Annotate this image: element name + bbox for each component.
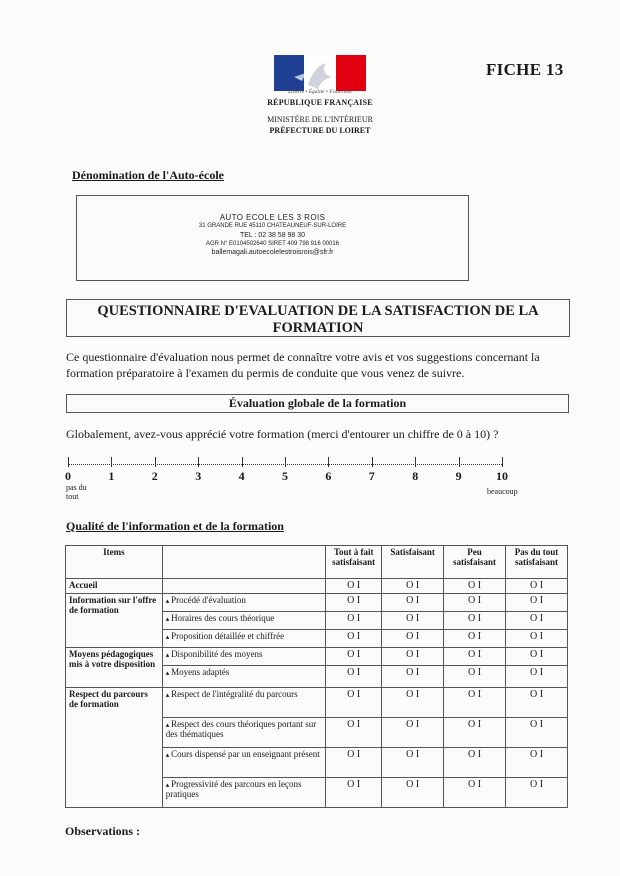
item-label: Proposition détaillée et chiffrée xyxy=(171,631,285,641)
scale-number[interactable]: 2 xyxy=(151,469,158,483)
scale-number[interactable]: 6 xyxy=(325,469,332,483)
bullet-icon: ▴ xyxy=(165,691,172,699)
header-very-satisfied: Tout à fait satisfaisant xyxy=(326,546,382,579)
school-section-title: Dénomination de l'Auto-école xyxy=(72,168,224,182)
quality-section-title: Qualité de l'information et de la formation xyxy=(66,519,284,533)
school-phone: TEL : 02 38 58 98 30 xyxy=(239,231,306,239)
choice-checkbox[interactable]: O I xyxy=(382,778,444,808)
item-cell xyxy=(162,778,325,808)
scale-number[interactable]: 7 xyxy=(368,469,375,483)
scale-tick xyxy=(372,457,373,467)
choice-checkbox[interactable]: O I xyxy=(326,579,382,594)
choice-checkbox[interactable]: O I xyxy=(326,688,382,718)
choice-checkbox[interactable]: O I xyxy=(444,718,506,748)
bullet-icon: ▴ xyxy=(165,597,172,605)
item-cell xyxy=(162,666,325,688)
choice-checkbox[interactable]: O I xyxy=(326,718,382,748)
fiche-number: FICHE 13 xyxy=(486,60,564,79)
choice-checkbox[interactable]: O I xyxy=(382,648,444,666)
choice-checkbox[interactable]: O I xyxy=(444,594,506,612)
ministry-name: MINISTÈRE DE L'INTÉRIEUR xyxy=(267,115,373,124)
scale-tick xyxy=(242,457,243,467)
global-eval-title: Évaluation globale de la formation xyxy=(66,394,569,413)
table-row xyxy=(66,594,568,612)
choice-checkbox[interactable]: O I xyxy=(326,612,382,630)
scale-low-label: pas du tout xyxy=(66,483,87,501)
item-cell xyxy=(162,612,325,630)
table-row xyxy=(66,688,568,718)
item-label: Cours dispensé par un enseignant présent xyxy=(171,749,320,759)
category-cell: Information sur l'offre de formation xyxy=(66,594,163,648)
scale-number[interactable]: 0 xyxy=(65,469,71,483)
ministry-block xyxy=(240,114,400,136)
school-email: ballemagali.autoecolelestroisrois@sfr.fr xyxy=(211,249,334,256)
scale-number[interactable]: 10 xyxy=(496,469,508,483)
choice-checkbox[interactable]: O I xyxy=(444,666,506,688)
item-cell xyxy=(162,688,325,718)
marianne-logo xyxy=(274,55,366,91)
choice-checkbox[interactable]: O I xyxy=(506,612,568,630)
header-blank xyxy=(162,546,325,579)
choice-checkbox[interactable]: O I xyxy=(506,666,568,688)
scale-tick xyxy=(415,457,416,467)
school-address: 31 GRANDE RUE 45110 CHATEAUNEUF-SUR-LOIRE xyxy=(198,223,347,229)
choice-checkbox[interactable]: O I xyxy=(506,579,568,594)
choice-checkbox[interactable]: O I xyxy=(506,594,568,612)
bullet-icon: ▴ xyxy=(165,651,172,659)
item-cell xyxy=(162,748,325,778)
item-cell xyxy=(162,718,325,748)
choice-checkbox[interactable]: O I xyxy=(326,594,382,612)
item-label: Progressivité des parcours en leçons pratiques xyxy=(165,779,302,799)
choice-checkbox[interactable]: O I xyxy=(506,748,568,778)
choice-checkbox[interactable]: O I xyxy=(444,612,506,630)
scale-high-label: beaucoup xyxy=(487,487,518,496)
item-label: Respect de l'intégralité du parcours xyxy=(171,689,298,699)
item-label: Procédé d'évaluation xyxy=(171,595,246,605)
choice-checkbox[interactable]: O I xyxy=(506,778,568,808)
republic-motto: Liberté • Égalité • Fraternité xyxy=(288,89,352,95)
choice-checkbox[interactable]: O I xyxy=(382,630,444,648)
header-not-satisfied: Pas du tout satisfaisant xyxy=(506,546,568,579)
observations-label: Observations : xyxy=(65,824,140,838)
item-cell xyxy=(162,594,325,612)
scale-number[interactable]: 9 xyxy=(455,469,462,483)
header-satisfied: Satisfaisant xyxy=(382,546,444,579)
choice-checkbox[interactable]: O I xyxy=(444,688,506,718)
item-label: Disponibilité des moyens xyxy=(171,649,263,659)
bullet-icon: ▴ xyxy=(165,669,172,677)
choice-checkbox[interactable]: O I xyxy=(506,648,568,666)
scale-tick xyxy=(502,457,503,467)
choice-checkbox[interactable]: O I xyxy=(506,718,568,748)
header-little-satisfied: Peu satisfaisant xyxy=(444,546,506,579)
choice-checkbox[interactable]: O I xyxy=(382,748,444,778)
scale-tick xyxy=(68,457,69,467)
scale-tick xyxy=(111,457,112,467)
choice-checkbox[interactable]: O I xyxy=(326,748,382,778)
choice-checkbox[interactable]: O I xyxy=(326,666,382,688)
republic-name: RÉPUBLIQUE FRANÇAISE xyxy=(267,98,373,107)
scale-tick xyxy=(459,457,460,467)
choice-checkbox[interactable]: O I xyxy=(382,718,444,748)
choice-checkbox[interactable]: O I xyxy=(382,579,444,594)
satisfaction-table xyxy=(65,545,568,808)
choice-checkbox[interactable]: O I xyxy=(326,648,382,666)
scale-number[interactable]: 8 xyxy=(412,469,419,483)
item-label: Horaires des cours théorique xyxy=(171,613,275,623)
bullet-icon: ▴ xyxy=(165,721,172,729)
school-stamp xyxy=(76,195,469,281)
category-cell: Respect du parcours de formation xyxy=(66,688,163,808)
global-eval-question: Globalement, avez-vous apprécié votre formation (merci d'entourer un chiffre de 0 à 10) ? xyxy=(66,427,499,441)
item-cell xyxy=(162,630,325,648)
choice-checkbox[interactable]: O I xyxy=(326,630,382,648)
choice-checkbox[interactable]: O I xyxy=(444,630,506,648)
bullet-icon: ▴ xyxy=(165,781,172,789)
table-row xyxy=(66,579,568,594)
bullet-icon: ▴ xyxy=(165,633,172,641)
choice-checkbox[interactable]: O I xyxy=(444,579,506,594)
choice-checkbox[interactable]: O I xyxy=(444,778,506,808)
choice-checkbox[interactable]: O I xyxy=(382,612,444,630)
choice-checkbox[interactable]: O I xyxy=(382,688,444,718)
category-cell: Accueil xyxy=(66,579,163,594)
item-cell xyxy=(162,579,325,594)
choice-checkbox[interactable]: O I xyxy=(382,666,444,688)
choice-checkbox[interactable]: O I xyxy=(326,778,382,808)
choice-checkbox[interactable]: O I xyxy=(444,648,506,666)
item-label: Respect des cours théoriques portant sur des thématiques xyxy=(165,719,317,739)
choice-checkbox[interactable]: O I xyxy=(444,748,506,778)
choice-checkbox[interactable]: O I xyxy=(506,630,568,648)
school-name: AUTO ECOLE LES 3 ROIS xyxy=(219,213,326,222)
item-label: Moyens adaptés xyxy=(171,667,230,677)
choice-checkbox[interactable]: O I xyxy=(506,688,568,718)
scale-number[interactable]: 3 xyxy=(195,469,202,483)
school-agreement: AGR N° E0104502640 SIRET 409 798 916 00016 xyxy=(205,240,340,247)
questionnaire-intro: Ce questionnaire d'évaluation nous permet de connaître votre avis et vos suggestions concernant la formation préparatoire à l'examen du permis de conduite que vous venez de suivre. xyxy=(66,350,540,380)
item-cell xyxy=(162,648,325,666)
questionnaire-title: QUESTIONNAIRE D'EVALUATION DE LA SATISFACTION DE LA FORMATION xyxy=(66,299,570,337)
scale-tick xyxy=(285,457,286,467)
bullet-icon: ▴ xyxy=(165,615,172,623)
scale-tick xyxy=(155,457,156,467)
scale-tick xyxy=(198,457,199,467)
header-items: Items xyxy=(66,546,163,579)
scale-tick xyxy=(328,457,329,467)
category-cell: Moyens pédagogiques mis à votre disposition xyxy=(66,648,163,688)
scale-number[interactable]: 1 xyxy=(108,469,115,483)
choice-checkbox[interactable]: O I xyxy=(382,594,444,612)
bullet-icon: ▴ xyxy=(165,751,172,759)
prefecture-name: PRÉFECTURE DU LOIRET xyxy=(269,126,371,135)
scale-number[interactable]: 4 xyxy=(238,469,245,483)
table-row xyxy=(66,648,568,666)
scale-number[interactable]: 5 xyxy=(282,469,288,483)
